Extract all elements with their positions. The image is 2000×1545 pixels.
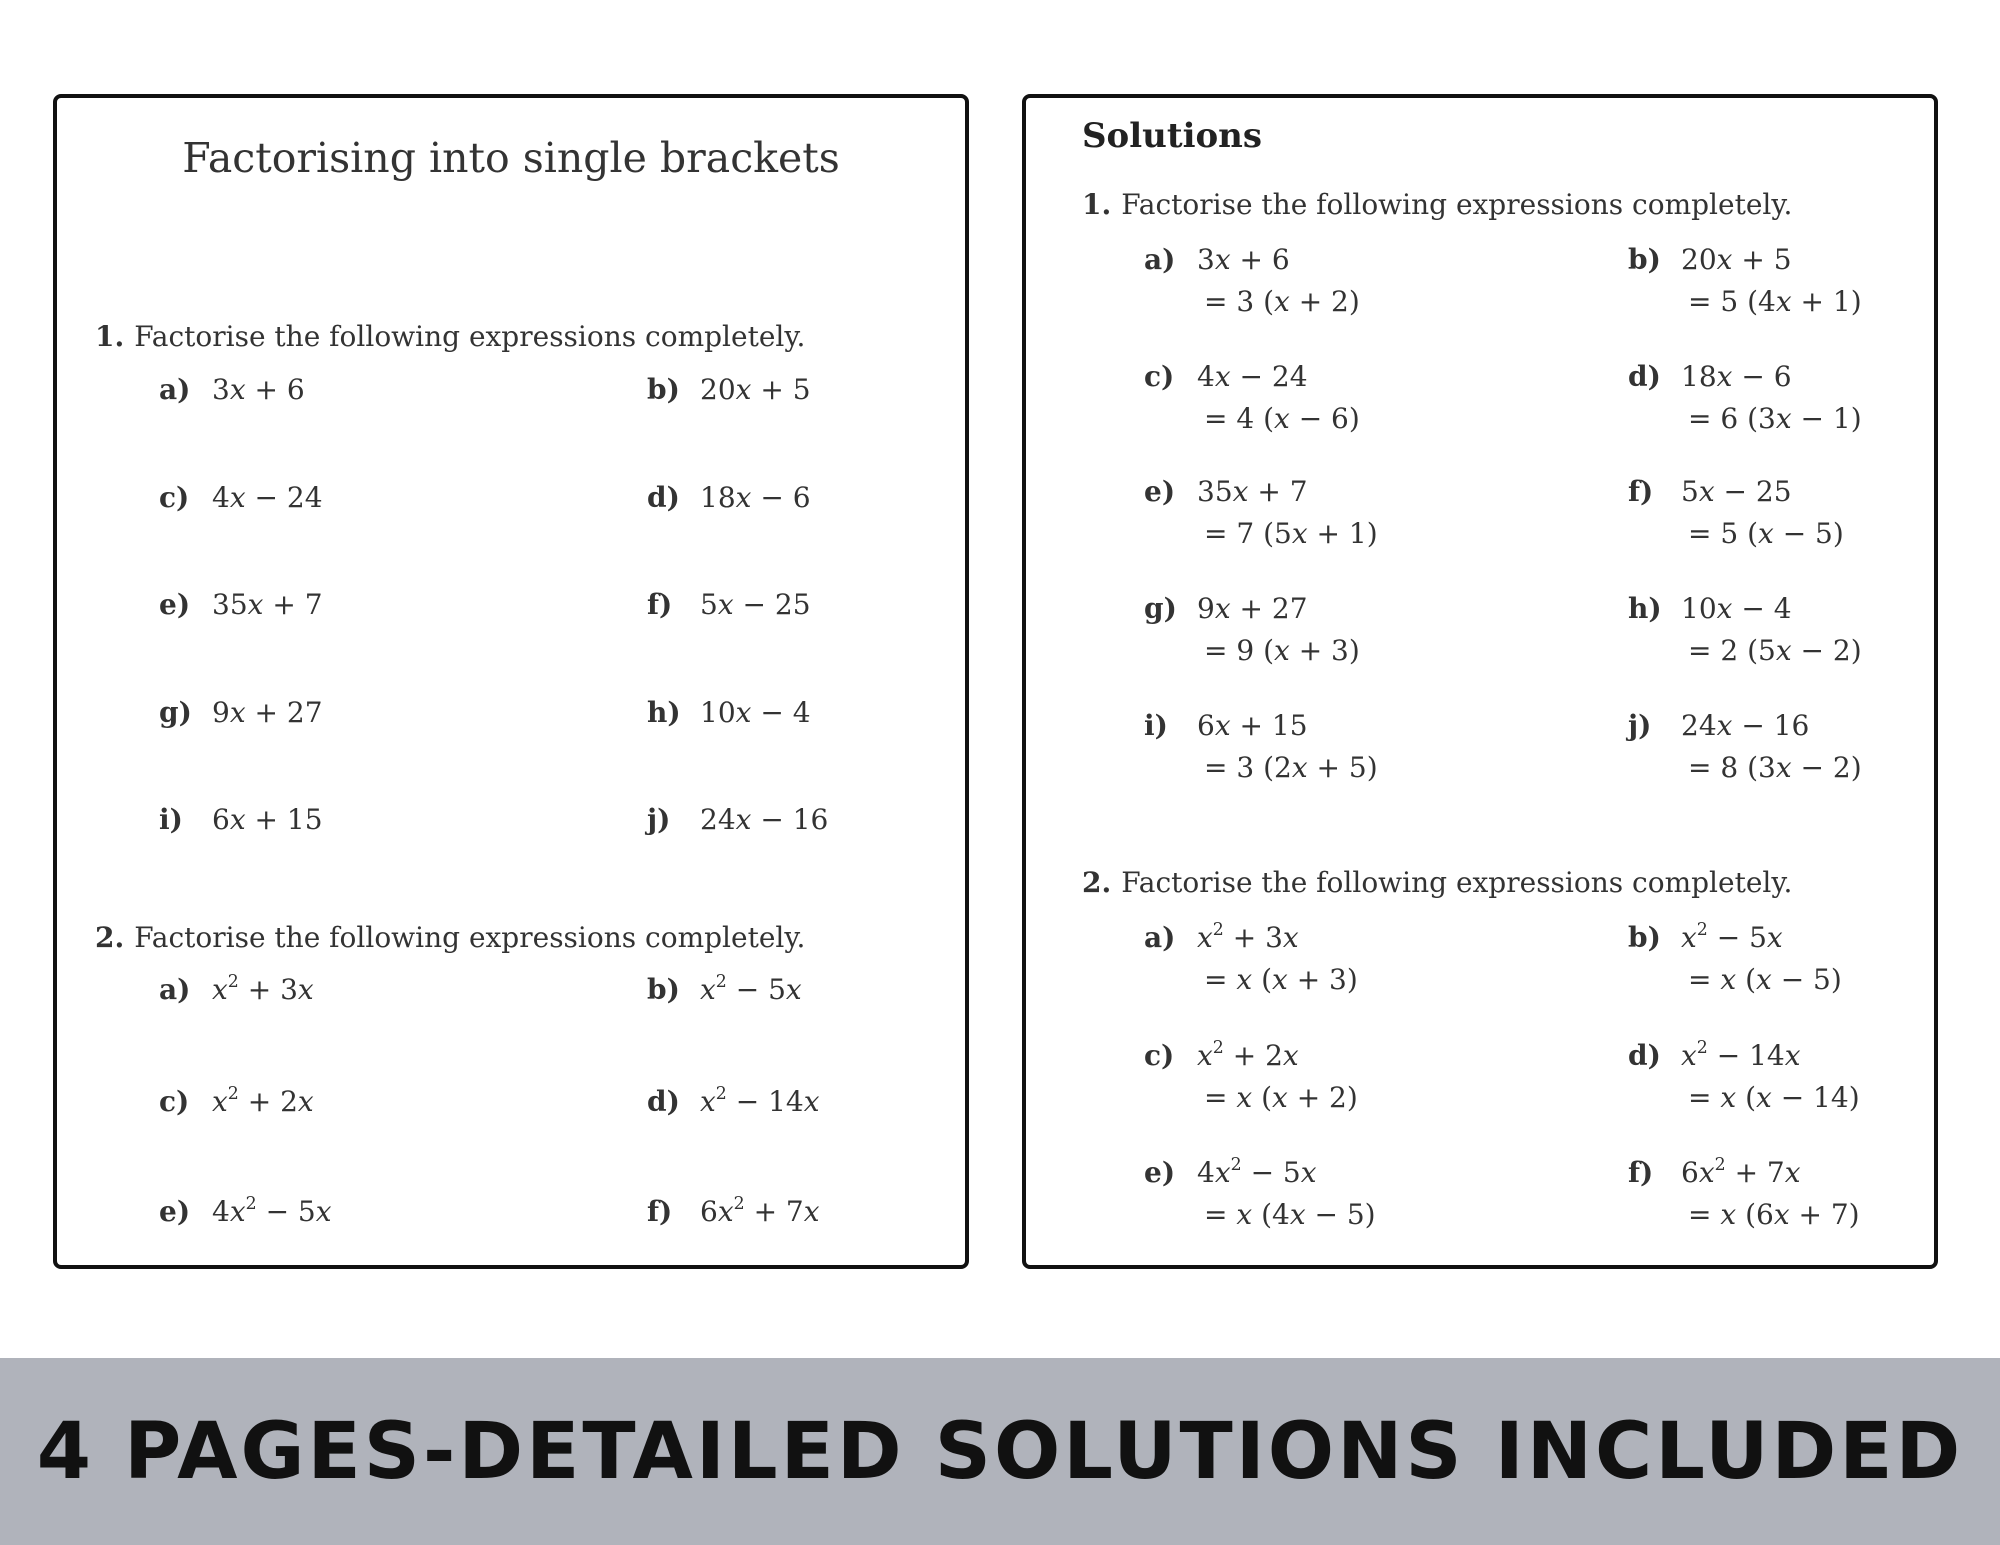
item-label: j): [647, 803, 671, 836]
item-label: c): [1144, 1039, 1175, 1072]
item-label: f): [647, 588, 673, 621]
item-expression: 4x − 24: [1197, 360, 1308, 393]
item-label: g): [159, 696, 192, 729]
question-text: Factorise the following expressions completely.: [134, 921, 806, 954]
item-answer: = 6 (3x − 1): [1688, 402, 1862, 435]
item-expression: 18x − 6: [700, 481, 811, 514]
item-expression: 20x + 5: [700, 373, 811, 406]
solutions-question-1-heading: [1082, 188, 1792, 221]
item-answer: = 2 (5x − 2): [1688, 634, 1862, 667]
item-expression: $6x^2 + 7x$: [700, 1193, 820, 1228]
item-expression: $x^2 - 14x$: [700, 1083, 820, 1118]
item-expression: 20x + 5: [1681, 243, 1792, 276]
question-2-heading: [95, 921, 805, 954]
item-expression: 9x + 27: [1197, 592, 1308, 625]
item-label: e): [1144, 1156, 1176, 1189]
item-expression: $4x^2 - 5x$: [212, 1193, 332, 1228]
ws-q1-item-c: [159, 481, 323, 514]
item-label: h): [647, 696, 681, 729]
sol-q1-item-e: [1144, 475, 1378, 550]
item-answer: = x (x + 3): [1204, 963, 1358, 996]
item-answer: = 5 (4x + 1): [1688, 285, 1862, 318]
item-label: b): [647, 373, 680, 406]
item-answer: = 5 (x − 5): [1688, 517, 1844, 550]
item-label: i): [1144, 709, 1168, 742]
promo-banner-text: 4 PAGES-DETAILED SOLUTIONS INCLUDED: [36, 1406, 1964, 1497]
sol-q1-item-i: [1144, 709, 1378, 784]
item-label: j): [1628, 709, 1652, 742]
item-label: f): [1628, 1156, 1654, 1189]
ws-q2-item-c: [159, 1083, 314, 1118]
ws-q1-item-a: [159, 373, 305, 406]
item-expression: $x^2 + 2x$: [1197, 1037, 1299, 1072]
item-label: b): [647, 973, 680, 1006]
sol-q2-item-b: [1628, 919, 1842, 996]
item-label: a): [1144, 921, 1176, 954]
item-label: c): [159, 481, 190, 514]
promo-banner: [0, 1358, 2000, 1545]
item-expression: $4x^2 - 5x$: [1197, 1154, 1317, 1189]
sol-q1-item-h: [1628, 592, 1862, 667]
solutions-question-2-heading: [1082, 866, 1792, 899]
question-text: Factorise the following expressions completely.: [1121, 188, 1793, 221]
item-label: h): [1628, 592, 1662, 625]
item-expression: 5x − 25: [700, 588, 811, 621]
item-answer: = x (6x + 7): [1688, 1198, 1860, 1231]
question-number: 1.: [95, 320, 125, 353]
ws-q1-item-f: [647, 588, 811, 621]
item-expression: $x^2 - 14x$: [1681, 1037, 1801, 1072]
item-label: b): [1628, 243, 1661, 276]
item-answer: = 3 (x + 2): [1204, 285, 1360, 318]
sol-q2-item-a: [1144, 919, 1358, 996]
item-label: e): [159, 1195, 191, 1228]
item-label: f): [1628, 475, 1654, 508]
item-label: f): [647, 1195, 673, 1228]
ws-q1-item-i: [159, 803, 323, 836]
ws-q2-item-b: [647, 971, 802, 1006]
item-answer: = 4 (x − 6): [1204, 402, 1360, 435]
ws-q1-item-d: [647, 481, 811, 514]
sol-q2-item-c: [1144, 1037, 1358, 1114]
ws-q1-item-g: [159, 696, 323, 729]
item-label: a): [159, 373, 191, 406]
ws-q1-item-h: [647, 696, 811, 729]
item-expression: 3x + 6: [1197, 243, 1290, 276]
item-label: d): [647, 481, 680, 514]
item-expression: 24x − 16: [700, 803, 829, 836]
item-label: i): [159, 803, 183, 836]
question-text: Factorise the following expressions completely.: [134, 320, 806, 353]
sol-q2-item-f: [1628, 1154, 1860, 1231]
sol-q1-item-a: [1144, 243, 1360, 318]
item-expression: $x^2 - 5x$: [700, 971, 802, 1006]
ws-q1-item-b: [647, 373, 811, 406]
item-expression: $x^2 + 3x$: [212, 971, 314, 1006]
item-label: a): [1144, 243, 1176, 276]
item-expression: $6x^2 + 7x$: [1681, 1154, 1801, 1189]
item-expression: 9x + 27: [212, 696, 323, 729]
question-number: 2.: [1082, 866, 1112, 899]
item-expression: 6x + 15: [212, 803, 323, 836]
item-label: e): [1144, 475, 1176, 508]
ws-q1-item-j: [647, 803, 829, 836]
item-expression: 35x + 7: [212, 588, 323, 621]
item-expression: 5x − 25: [1681, 475, 1792, 508]
item-label: b): [1628, 921, 1661, 954]
item-label: d): [647, 1085, 680, 1118]
item-label: d): [1628, 1039, 1661, 1072]
sol-q2-item-d: [1628, 1037, 1860, 1114]
sol-q1-item-j: [1628, 709, 1862, 784]
item-expression: 24x − 16: [1681, 709, 1810, 742]
item-expression: 3x + 6: [212, 373, 305, 406]
item-answer: = x (4x − 5): [1204, 1198, 1376, 1231]
item-answer: = 8 (3x − 2): [1688, 751, 1862, 784]
ws-q2-item-d: [647, 1083, 820, 1118]
item-answer: = 7 (5x + 1): [1204, 517, 1378, 550]
solutions-page: [1022, 94, 1938, 1269]
item-label: e): [159, 588, 191, 621]
sol-q1-item-c: [1144, 360, 1360, 435]
item-answer: = 3 (2x + 5): [1204, 751, 1378, 784]
item-answer: = x (x + 2): [1204, 1081, 1358, 1114]
solutions-title: Solutions: [1082, 116, 1263, 156]
item-expression: 4x − 24: [212, 481, 323, 514]
item-label: c): [159, 1085, 190, 1118]
ws-q2-item-f: [647, 1193, 820, 1228]
sol-q2-item-e: [1144, 1154, 1376, 1231]
item-answer: = x (x − 14): [1688, 1081, 1860, 1114]
item-label: c): [1144, 360, 1175, 393]
question-text: Factorise the following expressions completely.: [1121, 866, 1793, 899]
item-expression: 10x − 4: [1681, 592, 1792, 625]
question-number: 1.: [1082, 188, 1112, 221]
item-expression: $x^2 - 5x$: [1681, 919, 1783, 954]
item-answer: = 9 (x + 3): [1204, 634, 1360, 667]
ws-q2-item-e: [159, 1193, 332, 1228]
ws-q2-item-a: [159, 971, 314, 1006]
sol-q1-item-g: [1144, 592, 1360, 667]
question-number: 2.: [95, 921, 125, 954]
sol-q1-item-b: [1628, 243, 1862, 318]
item-expression: 18x − 6: [1681, 360, 1792, 393]
worksheet-title: Factorising into single brackets: [182, 134, 840, 182]
item-expression: $x^2 + 3x$: [1197, 919, 1299, 954]
item-label: d): [1628, 360, 1661, 393]
ws-q1-item-e: [159, 588, 323, 621]
item-expression: $x^2 + 2x$: [212, 1083, 314, 1118]
worksheet-page: [53, 94, 969, 1269]
item-expression: 6x + 15: [1197, 709, 1308, 742]
item-answer: = x (x − 5): [1688, 963, 1842, 996]
sol-q1-item-d: [1628, 360, 1862, 435]
item-expression: 35x + 7: [1197, 475, 1308, 508]
sol-q1-item-f: [1628, 475, 1844, 550]
question-1-heading: [95, 320, 805, 353]
item-expression: 10x − 4: [700, 696, 811, 729]
item-label: a): [159, 973, 191, 1006]
item-label: g): [1144, 592, 1177, 625]
